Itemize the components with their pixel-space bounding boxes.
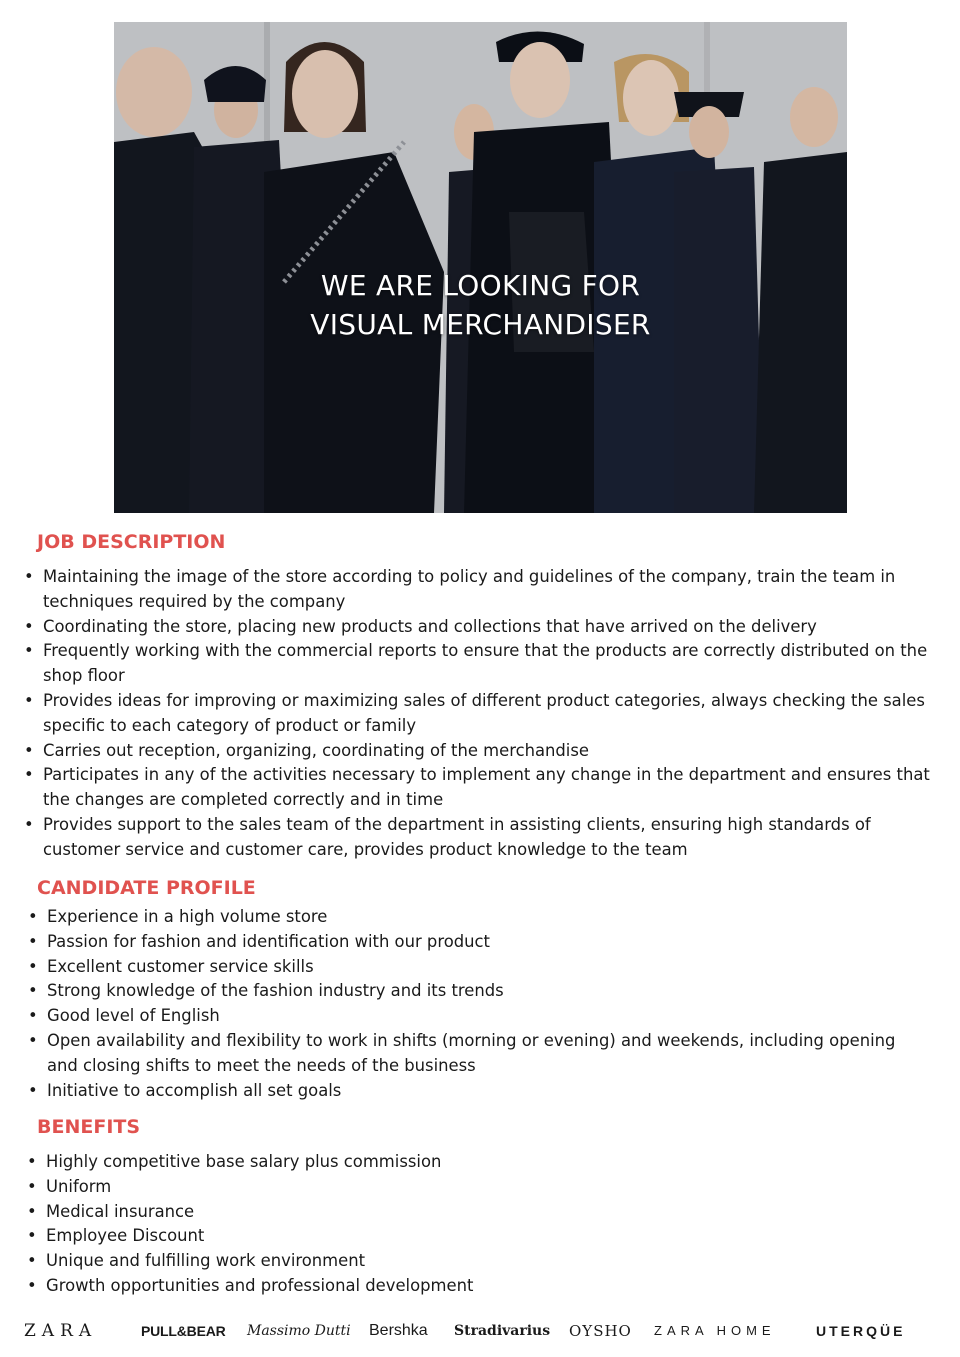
hero-title-line-2: VISUAL MERCHANDISER bbox=[310, 308, 651, 341]
list-item: • Coordinating the store, placing new products and collections that have arrived on the delivery bbox=[43, 615, 943, 640]
list-item: • Provides support to the sales team of the department in assisting clients, ensuring high standards of customer service and customer care, provides product knowledge to the team bbox=[43, 813, 943, 863]
list-item: • Employee Discount bbox=[46, 1224, 926, 1249]
job-description-heading: JOB DESCRIPTION bbox=[37, 531, 226, 553]
list-item: • Strong knowledge of the fashion industry and its trends bbox=[47, 979, 927, 1004]
list-item: • Uniform bbox=[46, 1175, 926, 1200]
list-item: • Open availability and flexibility to work in shifts (morning or evening) and weekends, including opening and closing shifts to meet the needs of the business bbox=[47, 1029, 927, 1079]
list-item: • Good level of English bbox=[47, 1004, 927, 1029]
hero-image bbox=[114, 22, 847, 513]
benefits-heading: BENEFITS bbox=[37, 1116, 141, 1138]
benefits-list bbox=[46, 1150, 926, 1299]
list-item: • Experience in a high volume store bbox=[47, 905, 927, 930]
brand-zara-home-logo: ZARA HOME bbox=[654, 1323, 776, 1338]
list-item: • Medical insurance bbox=[46, 1200, 926, 1225]
brand-massimo-dutti-logo: Massimo Dutti bbox=[247, 1323, 351, 1339]
brand-zara-logo: ZARA bbox=[24, 1321, 98, 1341]
hero-title-line-1: WE ARE LOOKING FOR bbox=[320, 269, 641, 302]
list-item: • Initiative to accomplish all set goals bbox=[47, 1079, 927, 1104]
brand-logos bbox=[0, 1316, 960, 1346]
brand-uterque-logo: UTERQÜE bbox=[816, 1323, 906, 1339]
brand-pullandbear-logo: PULL&BEAR bbox=[141, 1323, 226, 1339]
job-description-list bbox=[43, 565, 943, 863]
brand-oysho-logo: OYSHO bbox=[569, 1322, 632, 1340]
brand-stradivarius-logo: Stradivarius bbox=[454, 1323, 551, 1339]
hero-title bbox=[114, 266, 847, 344]
list-item: • Participates in any of the activities necessary to implement any change in the department and ensures that the changes are completed correctly and in time bbox=[43, 763, 943, 813]
list-item: • Carries out reception, organizing, coordinating of the merchandise bbox=[43, 739, 943, 764]
list-item: • Passion for fashion and identification with our product bbox=[47, 930, 927, 955]
list-item: • Growth opportunities and professional development bbox=[46, 1274, 926, 1299]
list-item: • Unique and fulfilling work environment bbox=[46, 1249, 926, 1274]
list-item: • Maintaining the image of the store according to policy and guidelines of the company, train the team in techniques required by the company bbox=[43, 565, 943, 615]
brand-bershka-logo: Bershka bbox=[369, 1322, 428, 1339]
candidate-profile-heading: CANDIDATE PROFILE bbox=[37, 877, 256, 899]
list-item: • Frequently working with the commercial reports to ensure that the products are correctly distributed on the shop floor bbox=[43, 639, 943, 689]
list-item: • Highly competitive base salary plus commission bbox=[46, 1150, 926, 1175]
candidate-profile-list bbox=[47, 905, 927, 1103]
list-item: • Excellent customer service skills bbox=[47, 955, 927, 980]
list-item: • Provides ideas for improving or maximizing sales of different product categories, always checking the sales specific to each category of product or family bbox=[43, 689, 943, 739]
